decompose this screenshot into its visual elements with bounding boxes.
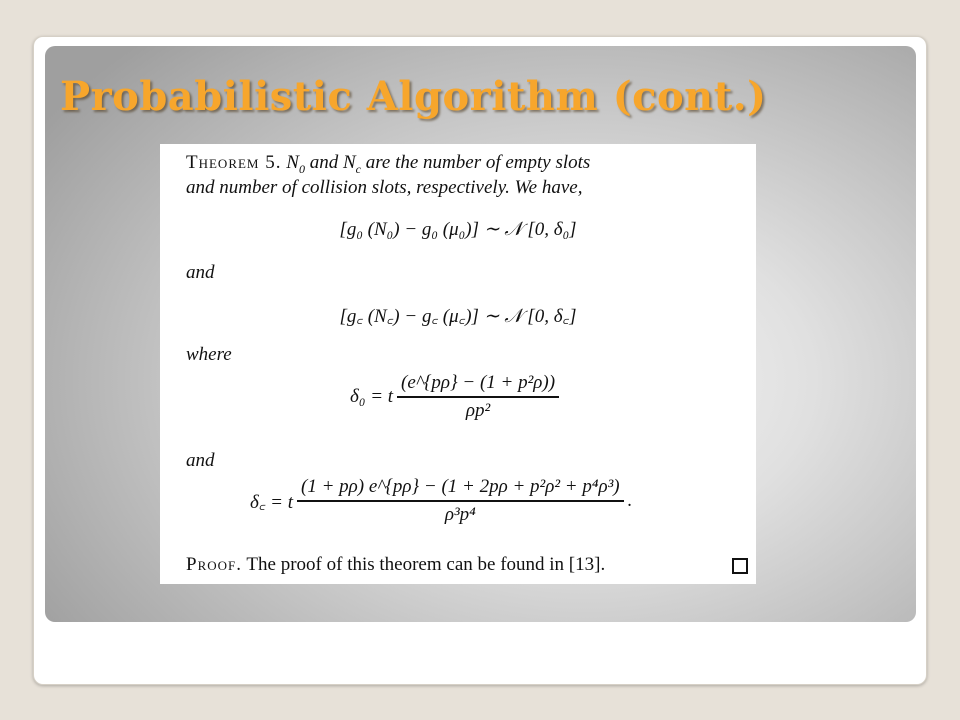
equation-4 [250, 476, 632, 526]
qed-square-icon [732, 558, 748, 574]
equation-4-denominator: ρ³p⁴ [444, 503, 476, 525]
connector-and-1: and [186, 262, 215, 283]
equation-3-denominator: ρp² [465, 399, 491, 421]
equation-3-lhs: δ₀ = t [350, 385, 394, 407]
theorem-heading: Theorem 5. [186, 152, 282, 173]
slide-title: Probabilistic Algorithm (cont.) [60, 73, 767, 120]
theorem-figure [160, 144, 756, 584]
equation-3-numerator: (e^{pρ} − (1 + p²ρ)) [401, 372, 556, 393]
equation-2: [g꜀ (N꜀) − g꜀ (μ꜀)] ∼ 𝒩 [0, δ꜀] [339, 306, 577, 327]
equation-3-fraction [397, 372, 559, 422]
proof-line [186, 554, 742, 576]
equation-4-lhs: δ꜀ = t [250, 491, 294, 513]
equation-3 [350, 372, 563, 422]
theorem-statement-line1 [186, 152, 742, 177]
equation-4-numerator: (1 + pρ) e^{pρ} − (1 + 2pρ + p²ρ² + p⁴ρ³) [301, 476, 620, 497]
proof-heading: Proof. [186, 554, 242, 575]
equation-1: [g₀ (N₀) − g₀ (μ₀)] ∼ 𝒩 [0, δ₀] [339, 219, 577, 240]
connector-where: where [186, 344, 232, 365]
theorem-statement-line2: and number of collision slots, respectively. We have, [186, 177, 583, 198]
equation-4-period: . [627, 489, 633, 511]
connector-and-2: and [186, 450, 215, 471]
theorem-statement: $N_0$ and $N_c$ are the number of empty slots [286, 152, 591, 176]
equation-4-fraction [297, 476, 624, 526]
proof-text: The proof of this theorem can be found in [13]. [246, 554, 606, 575]
